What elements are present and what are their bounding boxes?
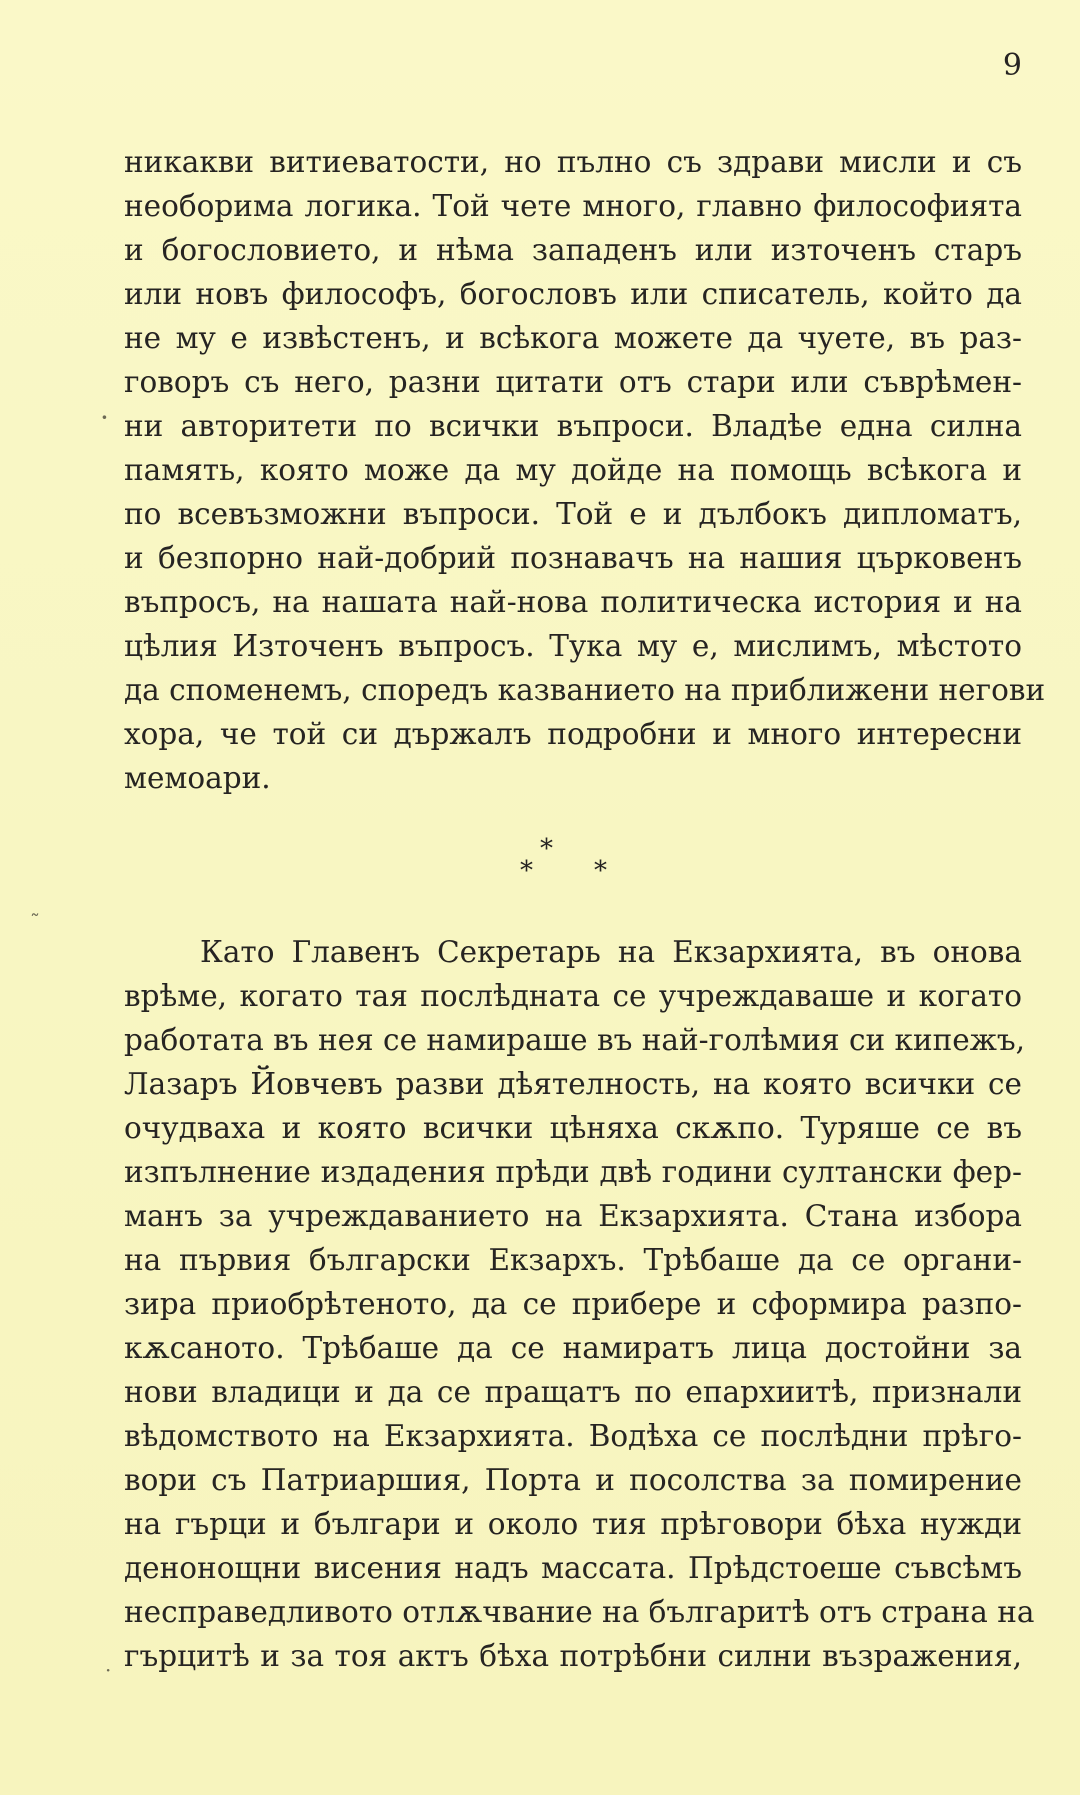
text-line: говоръ съ него, разни цитати отъ стари или съврѣмен- <box>124 365 1022 399</box>
text-line: да споменемъ, споредъ казванието на приближени негови <box>124 673 1046 707</box>
margin-mark: ˷ <box>30 893 40 917</box>
text-line: вѣдомството на Екзархията. Водѣха се послѣдни прѣго- <box>124 1419 1022 1453</box>
text-line: Като Главенъ Секретарь на Екзархията, въ онова <box>200 935 1022 969</box>
text-line: работата въ нея се намираше въ най-голѣмия си кипежъ, <box>124 1023 1026 1057</box>
text-line: никакви витиеватости, но пълно съ здрави мисли и съ <box>124 145 1022 179</box>
text-line: на първия български Екзархъ. Трѣбаше да се органи- <box>124 1243 1022 1277</box>
paragraph-2 <box>124 930 1035 1678</box>
text-line: кѫсаното. Трѣбаше да се намиратъ лица достойни за <box>124 1331 1022 1365</box>
text-line: зира приобрѣтеното, да се прибере и сформира разпо- <box>124 1287 1022 1321</box>
text-line: необорима логика. Той чете много, главно философията <box>124 189 1022 223</box>
paragraph-1 <box>124 140 1046 800</box>
page-number: 9 <box>1002 48 1022 83</box>
text-line: нови владици и да се пращатъ по епархиитѣ, признали <box>124 1375 1022 1409</box>
text-line: хора, че той си държалъ подробни и много интересни <box>124 717 1022 751</box>
asterism-divider <box>0 836 1080 896</box>
asterisk: * <box>520 856 533 886</box>
text-line: несправедливото отлѫчвание на българитѣ отъ страна на <box>124 1595 1035 1629</box>
text-line: или новъ философъ, богословъ или списатель, който да <box>124 277 1022 311</box>
text-line: и безпорно най-добрий познавачъ на нашия църковенъ <box>124 541 1022 575</box>
margin-dot: · <box>100 401 109 434</box>
text-line: по всевъзможни въпроси. Той е и дълбокъ дипломатъ, <box>124 497 1022 531</box>
text-line: и богословието, и нѣма западенъ или източенъ старъ <box>124 233 1022 267</box>
text-line: изпълнение издадения прѣди двѣ години султански фер- <box>124 1155 1022 1189</box>
text-line: Лазаръ Йовчевъ разви дѣятелность, на която всички се <box>124 1067 1022 1101</box>
text-line: врѣме, когато тая послѣдната се учреждаваше и когато <box>124 979 1022 1013</box>
asterisk: * <box>540 834 553 864</box>
text-line: не му е извѣстенъ, и всѣкога можете да чуете, въ раз- <box>124 321 1022 355</box>
text-line: денонощни висения надъ массата. Прѣдстоеше съвсѣмъ <box>124 1551 1022 1585</box>
text-line: въпросъ, на нашата най-нова политическа история и на <box>124 585 1022 619</box>
text-line: ни авторитети по всички въпроси. Владѣе една силна <box>124 409 1022 443</box>
margin-dot: · <box>105 1658 112 1682</box>
text-line: память, която може да му дойде на помощь всѣкога и <box>124 453 1022 487</box>
asterisk: * <box>594 856 607 886</box>
text-line: вори съ Патриаршия, Порта и посолства за помирение <box>124 1463 1022 1497</box>
text-line: мемоари. <box>124 761 271 795</box>
text-line: цѣлия Източенъ въпросъ. Тука му е, мислимъ, мѣстото <box>124 629 1022 663</box>
text-line: на гърци и българи и около тия прѣговори бѣха нужди <box>124 1507 1022 1541</box>
text-line: очудваха и която всички цѣняха скѫпо. Туряше се въ <box>124 1111 1022 1145</box>
text-line: гърцитѣ и за тоя актъ бѣха потрѣбни силни възражения, <box>124 1639 1022 1673</box>
text-line: манъ за учреждаванието на Екзархията. Стана избора <box>124 1199 1022 1233</box>
